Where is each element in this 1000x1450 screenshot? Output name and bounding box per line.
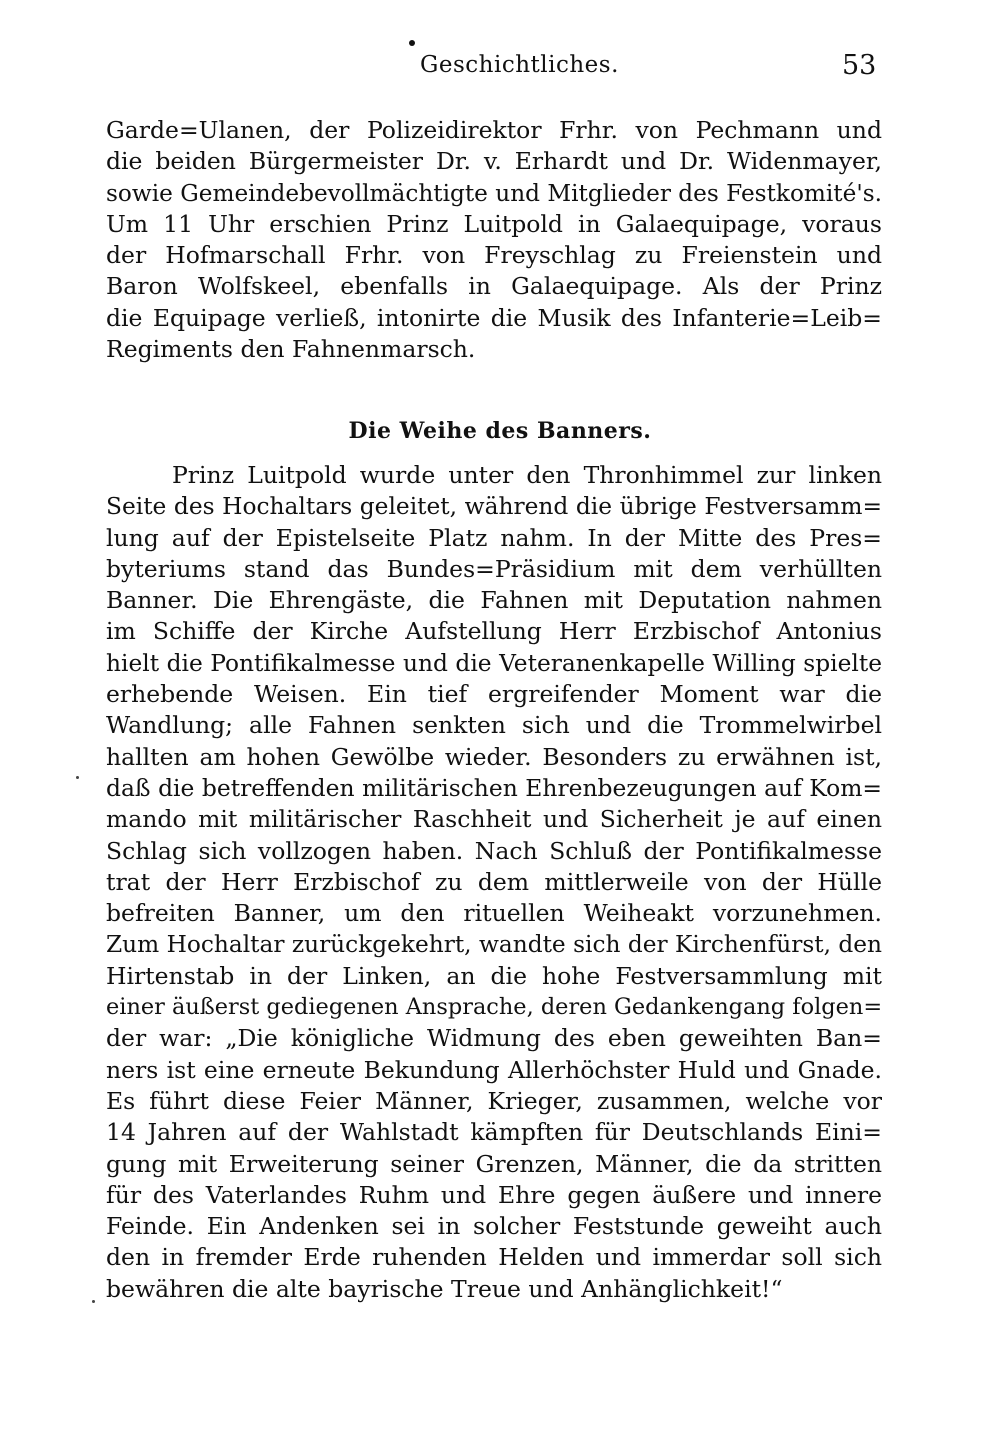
text-line: der war: „Die königliche Widmung des eben geweihten Ban= [106, 1024, 882, 1053]
text-line: sowie Gemeindebevollmächtigte und Mitglieder des Festkomité's. [106, 179, 882, 207]
text-line: die Equipage verließ, intonirte die Musik des Infanterie=Leib= [106, 303, 882, 332]
print-speck [92, 1300, 95, 1303]
text-line: daß die betreffenden militärischen Ehrenbezeugungen auf Kom= [106, 773, 882, 802]
text-line: Garde=Ulanen, der Polizeidirektor Frhr. von Pechmann und [106, 116, 882, 144]
text-line: Wandlung; alle Fahnen senkten sich und die Trommelwirbel [106, 711, 882, 740]
text-line: trat der Herr Erzbischof zu dem mittlerweile von der Hülle [106, 867, 882, 896]
text-line: gung mit Erweiterung seiner Grenzen, Männer, die da stritten [106, 1149, 882, 1178]
text-line: einer äußerst gediegenen Ansprache, deren Gedankengang folgen= [106, 994, 883, 1021]
text-line: lung auf der Epistelseite Platz nahm. In der Mitte des Pres= [106, 523, 882, 552]
text-line: Hirtenstab in der Linken, an die hohe Festversammlung mit [106, 961, 882, 990]
paragraph-weihe [106, 460, 882, 1305]
paragraph-continuation [106, 115, 882, 365]
text-line: mando mit militärischer Raschheit und Sicherheit je auf einen [106, 805, 882, 834]
text-line: den in fremder Erde ruhenden Helden und immerdar soll sich [106, 1243, 882, 1272]
text-line: Baron Wolfskeel, ebenfalls in Galaequipage. Als der Prinz [106, 272, 882, 301]
print-speck [76, 776, 79, 779]
text-line: 14 Jahren auf der Wahlstadt kämpften für Deutschlands Eini= [106, 1118, 882, 1147]
text-line: Schlag sich vollzogen haben. Nach Schluß der Pontifikalmesse [106, 836, 882, 865]
ink-dot [409, 40, 415, 46]
page-number: 53 [842, 50, 877, 81]
text-line: Banner. Die Ehrengäste, die Fahnen mit Deputation nahmen [106, 586, 882, 615]
text-line: Um 11 Uhr erschien Prinz Luitpold in Galaequipage, voraus [106, 209, 882, 238]
text-line: Seite des Hochaltars geleitet, während die übrige Festversamm= [106, 493, 882, 521]
text-line: im Schiffe der Kirche Aufstellung Herr Erzbischof Antonius [106, 617, 882, 646]
text-line: Zum Hochaltar zurückgekehrt, wandte sich der Kirchenfürst, den [106, 931, 882, 959]
text-line: Prinz Luitpold wurde unter den Thronhimmel zur linken [172, 461, 882, 489]
text-line: hielt die Pontifikalmesse und die Veteranenkapelle Willing spielte [106, 649, 882, 677]
text-line: bewähren die alte bayrische Treue und Anhänglichkeit!“ [106, 1274, 783, 1303]
text-line: hallten am hohen Gewölbe wieder. Besonders zu erwähnen ist, [106, 742, 882, 771]
running-head: Geschichtliches. [420, 52, 619, 78]
text-line: Feinde. Ein Andenken sei in solcher Feststunde geweiht auch [106, 1212, 882, 1241]
text-line: ners ist eine erneute Bekundung Allerhöchster Huld und Gnade. [106, 1055, 882, 1084]
text-line: erhebende Weisen. Ein tief ergreifender Moment war die [106, 680, 882, 709]
text-line: befreiten Banner, um den rituellen Weiheakt vorzunehmen. [106, 899, 882, 928]
text-line: für des Vaterlandes Ruhm und Ehre gegen äußere und innere [106, 1180, 882, 1209]
text-line: Regiments den Fahnenmarsch. [106, 335, 476, 364]
text-line: die beiden Bürgermeister Dr. v. Erhardt und Dr. Widenmayer, [106, 147, 882, 176]
text-line: byteriums stand das Bundes=Präsidium mit dem verhüllten [106, 554, 882, 583]
text-line: Es führt diese Feier Männer, Krieger, zusammen, welche vor [106, 1086, 882, 1115]
section-heading: Die Weihe des Banners. [348, 418, 652, 444]
text-line: der Hofmarschall Frhr. von Freyschlag zu Freienstein und [106, 241, 882, 270]
